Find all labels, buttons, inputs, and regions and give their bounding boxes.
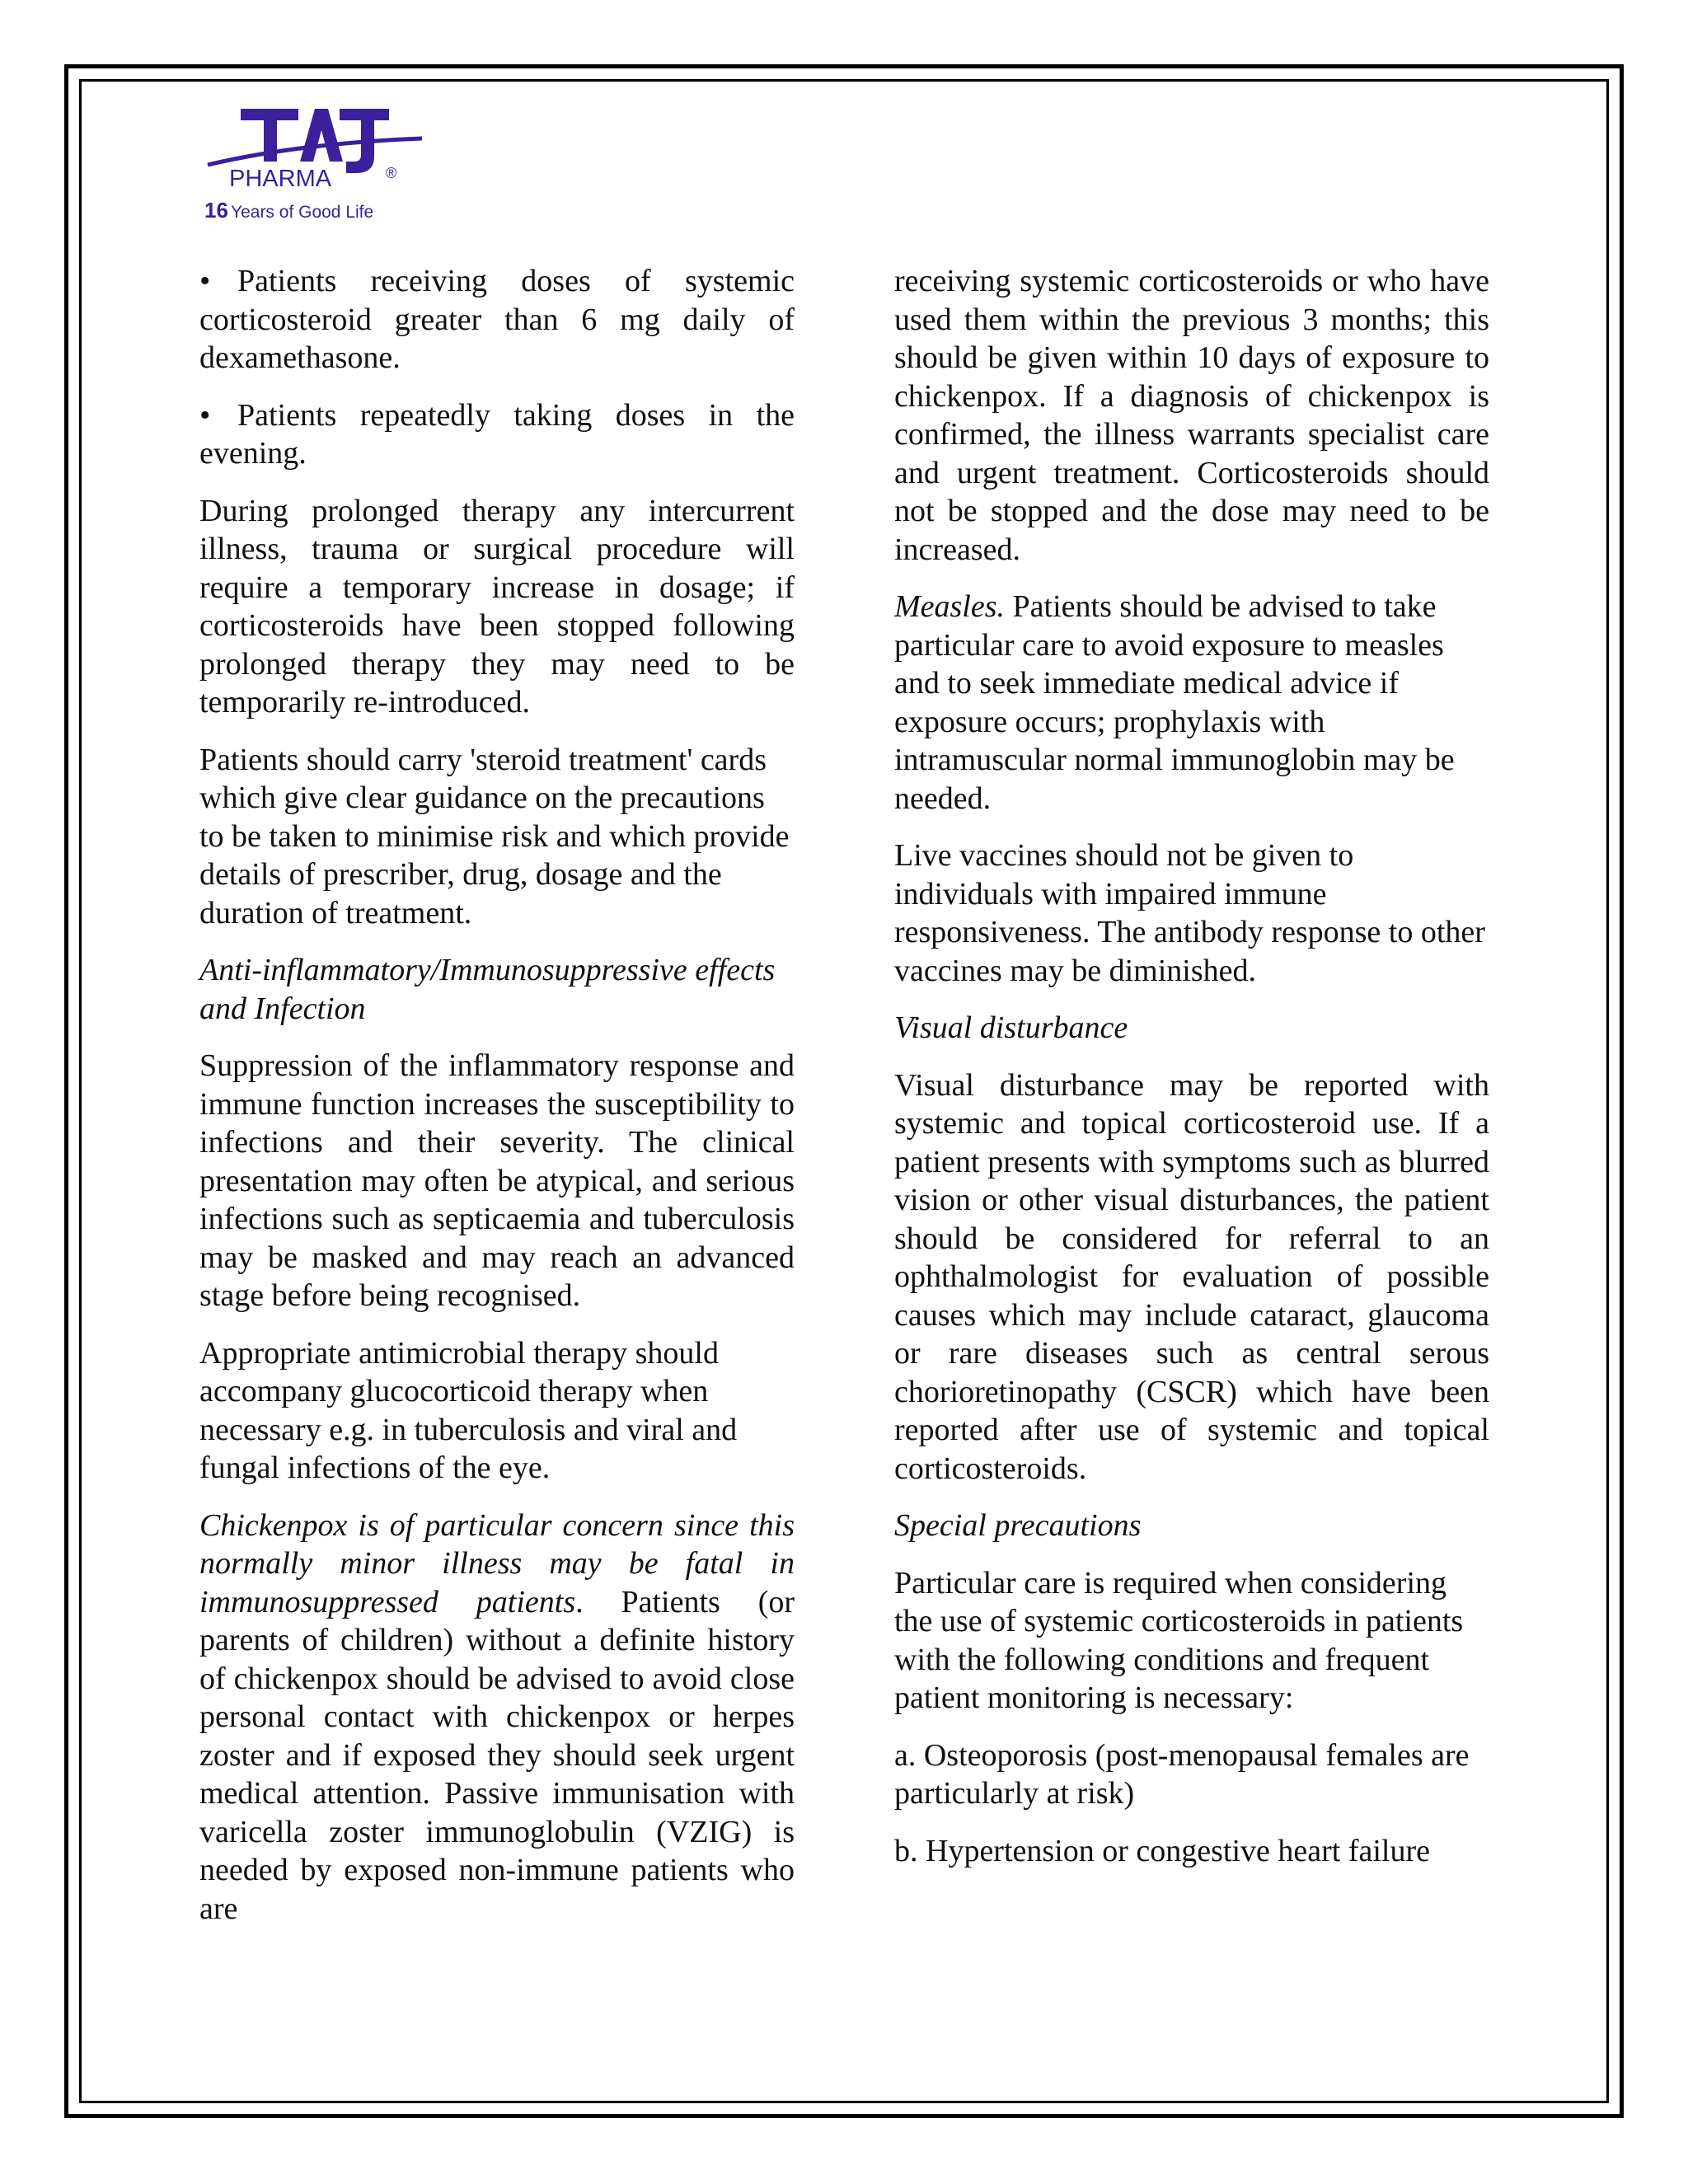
logo-tagline-number: 16: [204, 198, 228, 223]
logo-tagline-text: Years of Good Life: [231, 203, 374, 222]
paragraph-visual-disturbance: Visual disturbance may be reported with systemic and topical corticosteroid use. If a patient presents with symptoms such as blurred vision or other visual disturbances, the patient should be considered for referral to an ophthalmologist for evaluation of possible causes which may include cataract, glaucoma or rare diseases such as central serous chorioretinopathy (CSCR) which have been reported after use of systemic and topical corticosteroids.: [894, 1067, 1489, 1486]
paragraph-live-vaccines: Live vaccines should not be given to individuals with impaired immune responsiveness. The antibody response to other vaccines may be diminished.: [894, 838, 1485, 988]
section-heading-anti-inflammatory: Anti-inflammatory/Immunosuppressive effects and Infection: [199, 953, 776, 1026]
paragraph-suppression: Suppression of the inflammatory response and immune function increases the susceptibility to infections and their severity. The clinical presentation may often be atypical, and serious infections such as septicaemia and tuberculosis may be masked and may reach an advanced stage before being recognised.: [199, 1048, 795, 1313]
measles-text: Patients should be advised to take particular care to avoid exposure to measles and to seek immediate medical advice if exposure occurs; prophylaxis with intramuscular normal immunoglobin may be needed.: [894, 589, 1455, 816]
bullet-text: Patients receiving doses of systemic corticosteroid greater than 6 mg daily of dexamethasone.: [199, 264, 795, 375]
bullet-item: [199, 262, 795, 377]
paragraph-antimicrobial: Appropriate antimicrobial therapy should accompany glucocorticoid therapy when necessary e.g. in tuberculosis and viral and fungal infections of the eye.: [199, 1335, 738, 1485]
paragraph-measles: [894, 588, 1489, 818]
left-column: [199, 262, 795, 1947]
chickenpox-text: . Patients (or parents of children) without a definite history of chickenpox should be advised to avoid close personal contact with chickenpox or herpes zoster and if exposed they should seek urgent medical attention. Passive immunisation with varicella zoster immunoglobulin (VZIG) is needed by exposed non-immune patients who are: [199, 1584, 795, 1926]
registered-mark: ®: [386, 165, 397, 181]
paragraph-special-precautions: Particular care is required when considering the use of systemic corticosteroids in patients with the following conditions and frequent patient monitoring is necessary:: [894, 1565, 1464, 1715]
paragraph-chickenpox-continued: receiving systemic corticosteroids or who have used them within the previous 3 months; this should be given within 10 days of exposure to chickenpox. If a diagnosis of chickenpox is confirmed, the illness warrants specialist care and urgent treatment. Corticosteroids should not be stopped and the dose may need to be increased.: [894, 264, 1489, 567]
bullet-text: Patients repeatedly taking doses in the evening.: [199, 397, 795, 471]
section-heading-special: Special precautions: [894, 1508, 1142, 1543]
paragraph-steroid-cards: Patients should carry 'steroid treatment' cards which give clear guidance on the precautions to be taken to minimise risk and which provide details of prescriber, drug, dosage and the duration of treatment.: [199, 742, 790, 930]
bullet-icon: •: [199, 264, 211, 298]
section-heading-visual: Visual disturbance: [894, 1010, 1128, 1045]
bullet-item: [199, 396, 795, 473]
paragraph-chickenpox: [199, 1507, 795, 1929]
logo-sub-text: PHARMA: [229, 166, 332, 192]
list-item-hypertension: b. Hypertension or congestive heart failure: [894, 1833, 1430, 1868]
right-column: [894, 262, 1489, 1889]
taj-logo-graphic: [199, 102, 430, 234]
bullet-icon: •: [199, 397, 211, 433]
measles-label: Measles.: [894, 589, 1006, 624]
list-item-osteoporosis: a. Osteoporosis (post-menopausal females are particularly at risk): [894, 1737, 1470, 1811]
paragraph-prolonged-therapy: During prolonged therapy any intercurrent illness, trauma or surgical procedure will require a temporary increase in dosage; if corticosteroids have been stopped following prolonged therapy they may need to be temporarily re-introduced.: [199, 493, 795, 719]
chickenpox-emphasis: Chickenpox is of particular concern since this normally minor illness may be fatal in immunosuppressed patients: [199, 1507, 795, 1619]
taj-pharma-logo: [199, 102, 430, 234]
